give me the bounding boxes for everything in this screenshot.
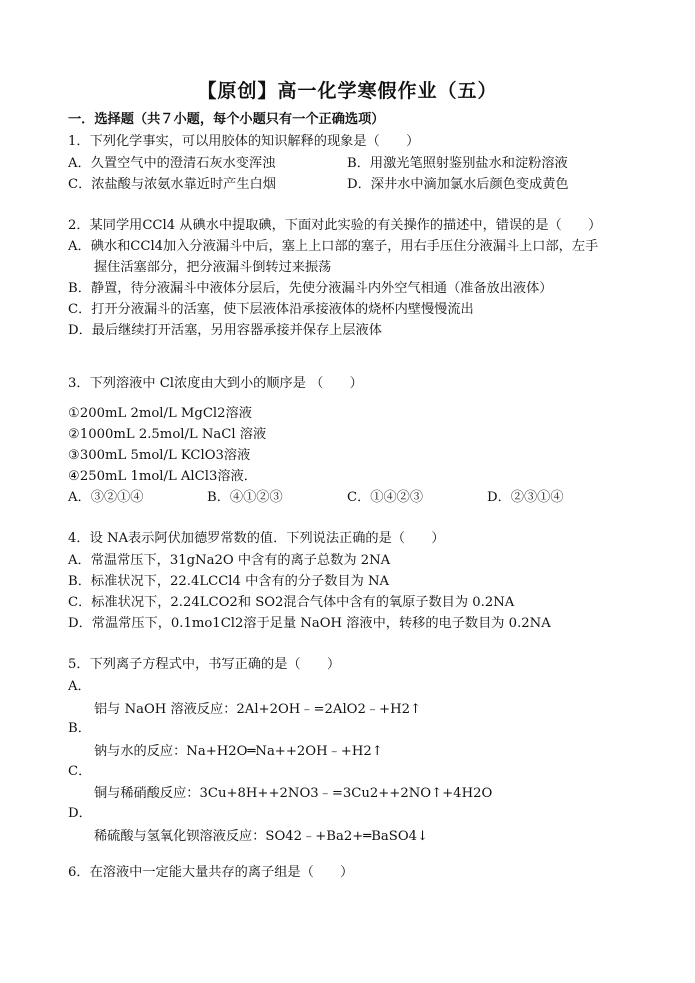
q2-option-c: C．打开分液漏斗的活塞，使下层液体沿承接液体的烧杯内壁慢慢流出 (68, 302, 474, 317)
q2-option-a: A．碘水和CCl4加入分液漏斗中后，塞上上口部的塞子，用右手压住分液漏斗上口部，左手 (68, 239, 599, 254)
q5-option-c-label: C． (68, 764, 92, 779)
q4-option-d: D．常温常压下，0.1mo1Cl2溶于足量 NaOH 溶液中，转移的电子数目为 0.2NA (68, 616, 551, 631)
q5-option-a-label: A． (68, 679, 91, 694)
q1-option-b: B．用激光笔照射鉴别盐水和淀粉溶液 (347, 156, 568, 171)
q4-stem: 4．设 NA表示阿伏加德罗常数的值．下列说法正确的是（ ） (68, 531, 445, 546)
q3-item-2: ②1000mL 2.5mol/L NaCl 溶液 (68, 427, 267, 442)
q3-stem: 3．下列溶液中 Cl浓度由大到小的顺序是 （ ） (68, 376, 363, 391)
q5-stem: 5．下列离子方程式中，书写正确的是（ ） (68, 657, 341, 672)
q1-option-d: D．深井水中滴加氯水后颜色变成黄色 (347, 177, 569, 192)
q4-option-b: B．标准状况下，22.4LCCl4 中含有的分子数目为 NA (68, 574, 390, 589)
q1-option-c: C．浓盐酸与浓氨水靠近时产生白烟 (68, 177, 276, 192)
q4-option-a: A．常温常压下，31gNa2O 中含有的离子总数为 2NA (68, 553, 391, 568)
q5-option-c: 铜与稀硝酸反应：3Cu+8H++2NO3﹣=3Cu2++2NO↑+4H2O (94, 786, 493, 801)
q1-option-a: A．久置空气中的澄清石灰水变浑浊 (68, 156, 276, 171)
q3-item-3: ③300mL 5mol/L KClO3溶液 (68, 448, 251, 463)
q1-stem: 1．下列化学事实，可以用胶体的知识解释的现象是（ ） (68, 134, 420, 149)
q2-option-d: D．最后继续打开活塞，另用容器承接并保存上层液体 (68, 323, 382, 338)
q6-stem: 6．在溶液中一定能大量共存的离子组是（ ） (68, 865, 354, 880)
q5-option-d: 稀硫酸与氢氧化钡溶液反应：SO42﹣+Ba2+═BaSO4↓ (94, 829, 429, 844)
q3-option-c: C．①④②③ (347, 490, 424, 505)
document-title: 【原创】高一化学寒假作业（五） (197, 80, 498, 102)
q5-option-d-label: D． (68, 806, 92, 821)
q2-option-a-cont: 握住活塞部分，把分液漏斗倒转过来振荡 (94, 260, 332, 275)
q2-option-b: B．静置，待分液漏斗中液体分层后，先使分液漏斗内外空气相通（准备放出液体） (68, 281, 553, 296)
section-heading: 一．选择题（共７小题，每个小题只有一个正确选项） (68, 112, 385, 127)
q3-option-a: A．③②①④ (68, 490, 144, 505)
q5-option-b: 钠与水的反应：Na+H2O═Na++2OH﹣+H2↑ (94, 744, 383, 759)
q3-option-d: D．②③①④ (487, 490, 564, 505)
q2-stem: 2．某同学用CCl4 从碘水中提取碘，下面对此实验的有关操作的描述中，错误的是（ ） (68, 218, 602, 233)
q3-option-b: B．④①②③ (207, 490, 283, 505)
q5-option-b-label: B． (68, 721, 91, 736)
q5-option-a: 铝与 NaOH 溶液反应：2Al+2OH﹣=2AlO2﹣+H2↑ (94, 702, 422, 717)
q4-option-c: C．标准状况下，2.24LCO2和 SO2混合气体中含有的氧原子数目为 0.2NA (68, 595, 515, 610)
q3-item-4: ④250mL 1mol/L AlCl3溶液． (68, 469, 257, 484)
q3-item-1: ①200mL 2mol/L MgCl2溶液 (68, 406, 252, 421)
